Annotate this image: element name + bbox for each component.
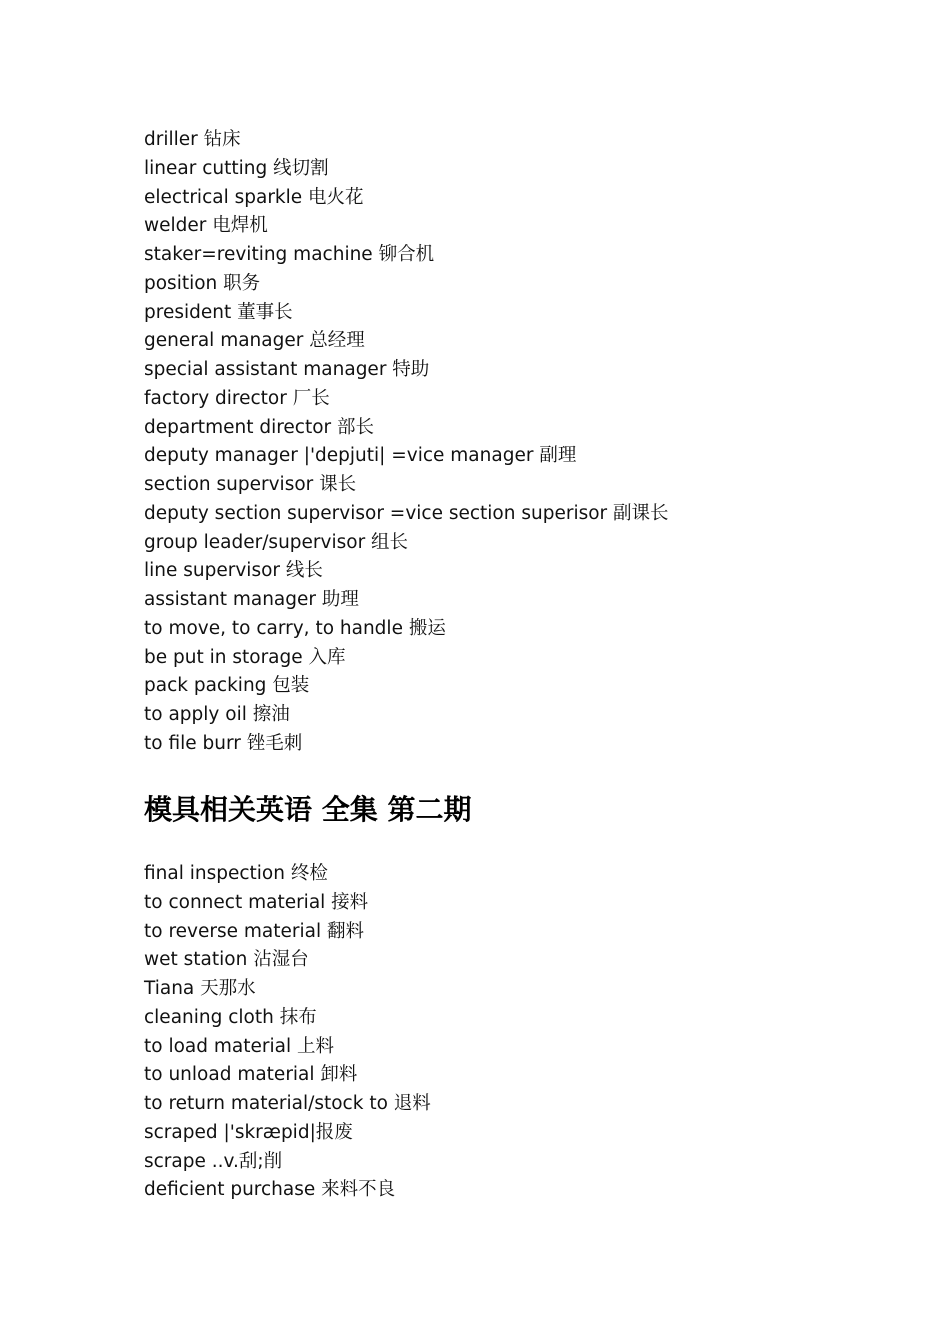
vocab-item: deputy section supervisor =vice section superisor 副课长 <box>144 502 669 524</box>
section-heading: 模具相关英语 全集 第二期 <box>144 793 472 826</box>
vocab-item: final inspection 终检 <box>144 863 328 884</box>
vocab-item: be put in storage 入库 <box>144 646 346 668</box>
vocab-item: department director 部长 <box>144 416 375 438</box>
vocabulary-list-2 <box>144 860 431 1205</box>
vocab-item: to load material 上料 <box>144 1035 334 1057</box>
vocab-item: pack packing 包装 <box>144 675 310 697</box>
vocab-item: staker=reviting machine 铆合机 <box>144 244 435 265</box>
vocab-item: deficient purchase 来料不良 <box>144 1179 396 1201</box>
vocab-item: to connect material 接料 <box>144 891 369 913</box>
vocab-item: to apply oil 擦油 <box>144 704 290 725</box>
vocab-item: to unload material 卸料 <box>144 1064 358 1086</box>
vocab-item: line supervisor 线长 <box>144 560 323 582</box>
vocab-item: scrape ..v.刮;削 <box>144 1150 283 1172</box>
vocab-item: to return material/stock to 退料 <box>144 1093 431 1114</box>
vocab-item: driller 钻床 <box>144 129 241 150</box>
vocab-item: Tiana 天那水 <box>144 978 256 999</box>
vocab-item: scraped |'skræpid|报废 <box>144 1121 353 1143</box>
vocab-item: president 董事长 <box>144 301 293 323</box>
vocab-item: deputy manager |'depjuti| =vice manager 副理 <box>144 445 577 467</box>
vocabulary-list-1 <box>144 126 669 759</box>
vocab-item: welder 电焊机 <box>144 215 268 237</box>
vocab-item: factory director 厂长 <box>144 387 330 409</box>
vocab-item: cleaning cloth 抹布 <box>144 1006 317 1028</box>
vocab-item: assistant manager 助理 <box>144 589 359 610</box>
vocab-item: group leader/supervisor 组长 <box>144 531 409 553</box>
vocab-item: to file burr 锉毛刺 <box>144 732 303 754</box>
vocab-item: position 职务 <box>144 272 261 294</box>
vocab-item: electrical sparkle 电火花 <box>144 186 364 208</box>
vocab-item: linear cutting 线切割 <box>144 157 329 179</box>
vocab-item: section supervisor 课长 <box>144 474 357 495</box>
vocab-item: to reverse material 翻料 <box>144 920 364 942</box>
vocab-item: general manager 总经理 <box>144 330 365 352</box>
vocab-item: special assistant manager 特助 <box>144 359 430 380</box>
vocab-item: wet station 沾湿台 <box>144 949 309 971</box>
vocab-item: to move, to carry, to handle 搬运 <box>144 617 446 639</box>
